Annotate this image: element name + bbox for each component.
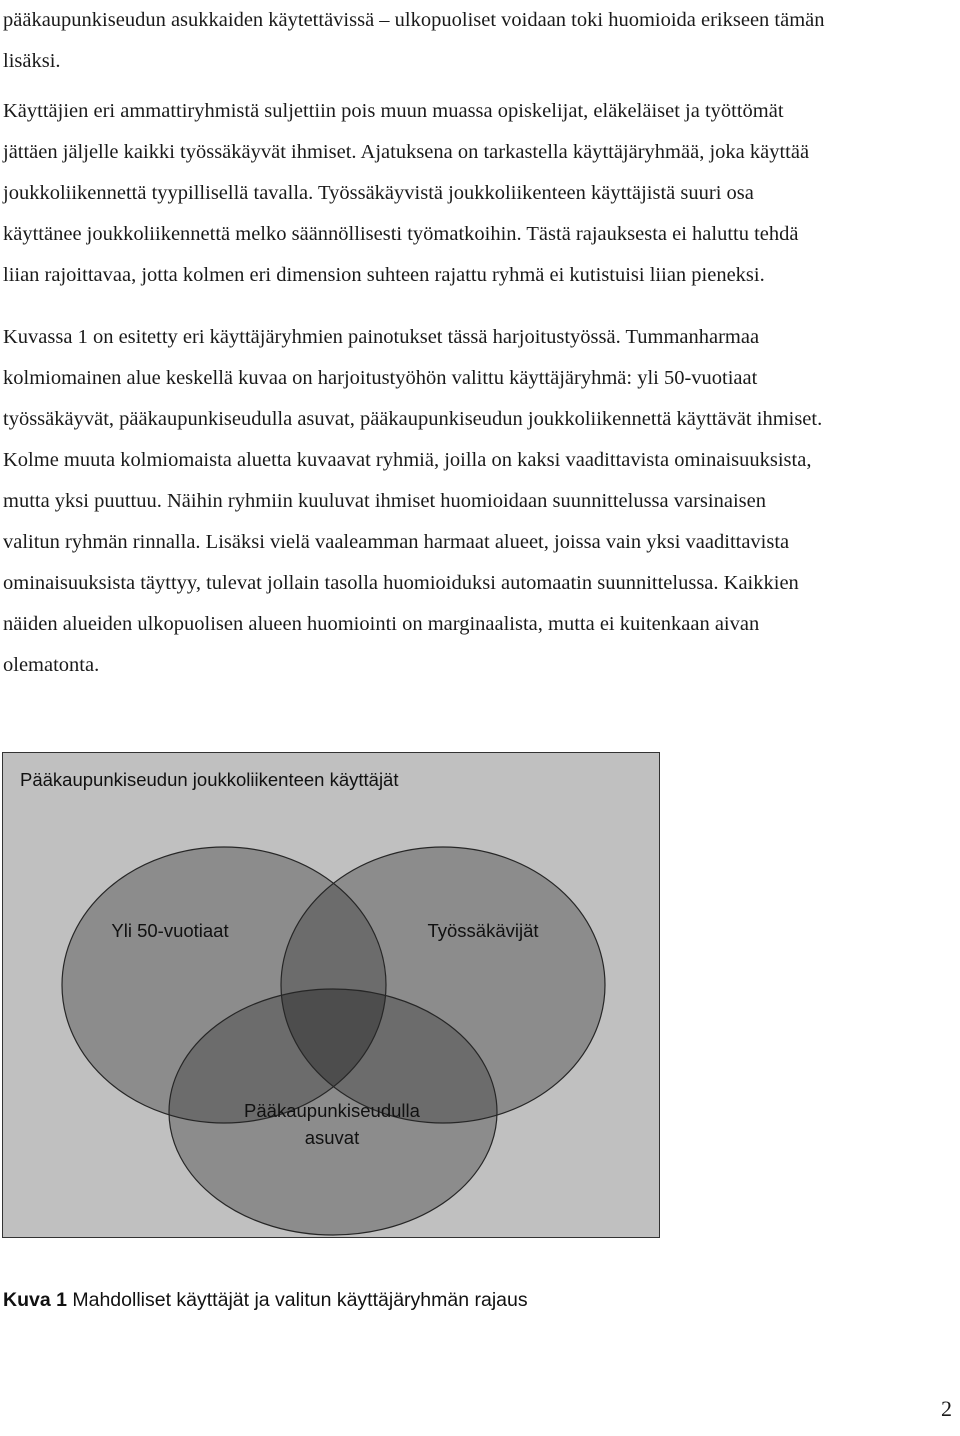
paragraph-2 — [3, 91, 955, 296]
text-line: lisäksi. — [3, 50, 61, 72]
text-line: näiden alueiden ulkopuolisen alueen huomiointi on marginaalista, mutta ei kuitenkaan aivan — [3, 613, 760, 635]
set-bottom-label-line1: Pääkaupunkiseudulla — [244, 1100, 420, 1121]
caption-label: Kuva 1 — [3, 1289, 67, 1311]
text-line: Kolme muuta kolmiomaista aluetta kuvaavat ryhmiä, joilla on kaksi vaadittavista ominaisuuksista, — [3, 449, 812, 471]
text-line: kolmiomainen alue keskellä kuvaa on harjoitustyöhön valittu käyttäjäryhmä: yli 50-vuotiaat — [3, 367, 758, 389]
page-number: 2 — [941, 1396, 952, 1421]
text-line: Käyttäjien eri ammattiryhmistä suljettiin pois muun muassa opiskelijat, eläkeläiset ja työttömät — [3, 100, 784, 122]
text-line: käyttänee joukkoliikennettä melko säännöllisesti työmatkoihin. Tästä rajauksesta ei haluttu tehdä — [3, 223, 799, 245]
text-line: mutta yksi puuttuu. Näihin ryhmiin kuuluvat ihmiset huomioidaan suunnittelussa varsinaisen — [3, 490, 766, 512]
paragraph-1 — [3, 0, 955, 82]
text-line: joukkoliikennettä tyypillisellä tavalla. Työssäkäyvistä joukkoliikenteen käyttäjistä suuri osa — [3, 182, 754, 204]
set-left-label: Yli 50-vuotiaat — [111, 920, 229, 941]
text-line: Kuvassa 1 on esitetty eri käyttäjäryhmien painotukset tässä harjoitustyössä. Tummanharmaa — [3, 326, 760, 348]
set-bottom-label-line2: asuvat — [304, 1127, 360, 1148]
text-line: olematonta. — [3, 654, 100, 676]
text-line: ominaisuuksista täyttyy, tulevat jollain tasolla huomioiduksi automaatin suunnittelussa. Kaikkien — [3, 572, 799, 594]
figure-title: Pääkaupunkiseudun joukkoliikenteen käyttäjät — [20, 769, 399, 790]
set-right-label: Työssäkävijät — [427, 920, 539, 941]
text-line: työssäkäyvät, pääkaupunkiseudulla asuvat, pääkaupunkiseudun joukkoliikennettä käyttävät ihmiset. — [3, 408, 823, 430]
text-line: valitun ryhmän rinnalla. Lisäksi vielä vaaleamman harmaat alueet, joissa vain yksi vaadittavista — [3, 531, 790, 553]
venn-diagram-figure — [2, 752, 660, 1238]
venn-diagram — [2, 752, 660, 1238]
text-line: jättäen jäljelle kaikki työssäkäyvät ihmiset. Ajatuksena on tarkastella käyttäjäryhmää, joka käyttää — [3, 141, 810, 163]
paragraph-3 — [3, 317, 955, 686]
caption-text: Mahdolliset käyttäjät ja valitun käyttäjäryhmän rajaus — [66, 1289, 528, 1311]
text-line: pääkaupunkiseudun asukkaiden käytettävissä – ulkopuoliset voidaan toki huomioida erikseen tämän — [3, 9, 825, 31]
figure-caption — [3, 1287, 528, 1313]
text-line: liian rajoittavaa, jotta kolmen eri dimension suhteen rajattu ryhmä ei kutistuisi liian pieneksi. — [3, 264, 765, 286]
